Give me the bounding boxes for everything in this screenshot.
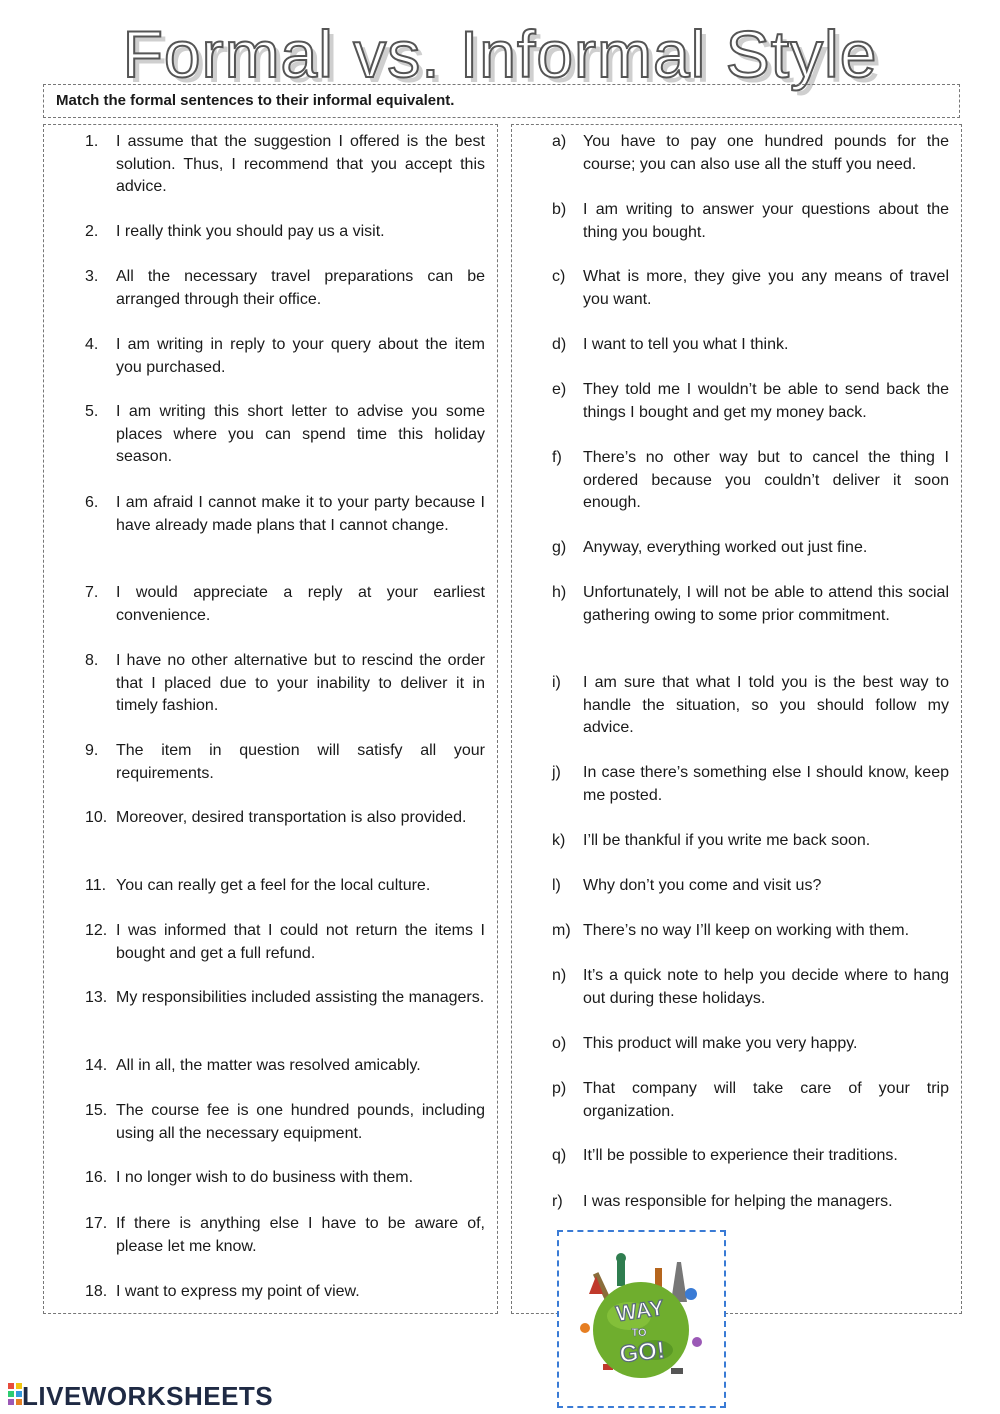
item-number: 11.: [85, 877, 107, 894]
item-letter: r): [552, 1193, 563, 1210]
item-text: If there is anything else I have to be aware of, please let me know.: [116, 1215, 485, 1255]
item-text: I really think you should pay us a visit.: [116, 223, 385, 240]
formal-item: [85, 875, 485, 898]
formal-item: [85, 131, 485, 199]
item-text: Unfortunately, I will not be able to attend this social gathering owing to some prior commitment.: [583, 584, 949, 624]
item-text: I was responsible for helping the managers.: [583, 1193, 893, 1210]
item-letter: k): [552, 832, 566, 849]
item-letter: d): [552, 336, 567, 353]
item-text: In case there’s something else I should know, keep me posted.: [583, 764, 949, 804]
informal-item: [552, 334, 949, 357]
formal-item: [85, 492, 485, 537]
instruction-box: [43, 84, 960, 118]
formal-item: [85, 334, 485, 379]
item-text: The item in question will satisfy all your requirements.: [116, 742, 485, 782]
item-text: It’s a quick note to help you decide where to hang out during these holidays.: [583, 967, 949, 1007]
formal-item: [85, 1213, 485, 1258]
informal-item: [552, 379, 949, 424]
formal-item: [85, 1281, 485, 1304]
formal-item: [85, 807, 485, 830]
item-number: 17.: [85, 1215, 108, 1232]
item-text: I would appreciate a reply at your earliest convenience.: [116, 584, 485, 624]
formal-item: [85, 266, 485, 311]
item-text: There’s no way I’ll keep on working with them.: [583, 922, 910, 939]
item-number: 10.: [85, 809, 108, 826]
item-text: I am writing in reply to your query about the item you purchased.: [116, 336, 485, 376]
item-text: You have to pay one hundred pounds for the course; you can also use all the stuff you need.: [583, 133, 949, 173]
item-letter: o): [552, 1035, 567, 1052]
item-number: 9.: [85, 742, 99, 759]
item-number: 1.: [85, 133, 99, 150]
instruction-text: Match the formal sentences to their informal equivalent.: [56, 92, 455, 109]
item-letter: e): [552, 381, 567, 398]
item-text: That company will take care of your trip organization.: [583, 1080, 949, 1120]
informal-item: [552, 762, 949, 807]
item-number: 15.: [85, 1102, 108, 1119]
informal-item: [552, 1145, 949, 1168]
item-text: This product will make you very happy.: [583, 1035, 858, 1052]
illustration-word-go: GO!: [618, 1336, 667, 1369]
item-letter: b): [552, 201, 567, 218]
way-to-go-illustration: [559, 1232, 724, 1406]
item-text: I no longer wish to do business with them.: [116, 1169, 414, 1186]
item-text: The course fee is one hundred pounds, including using all the necessary equipment.: [116, 1102, 485, 1142]
item-number: 12.: [85, 922, 108, 939]
formal-item: [85, 1100, 485, 1145]
illustration-word-to: TO: [631, 1327, 647, 1339]
item-text: Why don’t you come and visit us?: [583, 877, 822, 894]
item-text: Anyway, everything worked out just fine.: [583, 539, 868, 556]
formal-item: [85, 1167, 485, 1190]
item-letter: c): [552, 268, 566, 285]
informal-item: [552, 266, 949, 311]
item-text: It’ll be possible to experience their traditions.: [583, 1147, 898, 1164]
formal-item: [85, 920, 485, 965]
informal-item: [552, 131, 949, 176]
liveworksheets-brand-text[interactable]: LIVEWORKSHEETS: [22, 1381, 274, 1411]
item-number: 6.: [85, 494, 99, 511]
informal-item: [552, 537, 949, 560]
informal-item: [552, 920, 949, 943]
item-letter: h): [552, 584, 567, 601]
item-text: I am writing this short letter to advise you some places where you can spend time this holiday season.: [116, 403, 485, 466]
item-text: I am writing to answer your questions about the thing you bought.: [583, 201, 949, 241]
item-letter: n): [552, 967, 567, 984]
informal-item: [552, 1033, 949, 1056]
informal-item: [552, 582, 949, 627]
illustration-word-way: WAY: [614, 1294, 666, 1327]
item-number: 13.: [85, 989, 108, 1006]
item-text: They told me I wouldn’t be able to send back the things I bought and get my money back.: [583, 381, 949, 421]
item-text: What is more, they give you any means of travel you want.: [583, 268, 949, 308]
item-text: You can really get a feel for the local culture.: [116, 877, 431, 894]
item-text: There’s no other way but to cancel the thing I ordered because you couldn’t deliver it soon enough.: [583, 449, 949, 512]
formal-item: [85, 987, 485, 1010]
informal-item: [552, 875, 949, 898]
formal-item: [85, 1055, 485, 1078]
item-letter: g): [552, 539, 567, 556]
item-text: My responsibilities included assisting the managers.: [116, 989, 485, 1006]
item-letter: l): [552, 877, 561, 894]
item-letter: p): [552, 1080, 567, 1097]
item-letter: j): [552, 764, 561, 781]
way-to-go-illustration-frame: [557, 1230, 726, 1408]
informal-item: [552, 830, 949, 853]
item-text: I want to tell you what I think.: [583, 336, 789, 353]
formal-item: [85, 221, 485, 244]
informal-item: [552, 672, 949, 740]
formal-item: [85, 401, 485, 469]
formal-item: [85, 740, 485, 785]
item-number: 18.: [85, 1283, 108, 1300]
item-number: 14.: [85, 1057, 108, 1074]
formal-item: [85, 582, 485, 627]
item-text: All in all, the matter was resolved amicably.: [116, 1057, 421, 1074]
item-letter: q): [552, 1147, 567, 1164]
item-letter: a): [552, 133, 567, 150]
informal-item: [552, 1078, 949, 1123]
formal-item: [85, 650, 485, 718]
item-number: 4.: [85, 336, 99, 353]
item-number: 8.: [85, 652, 99, 669]
item-text: I want to express my point of view.: [116, 1283, 360, 1300]
item-text: I was informed that I could not return the items I bought and get a full refund.: [116, 922, 485, 962]
item-number: 2.: [85, 223, 99, 240]
item-number: 5.: [85, 403, 99, 420]
item-text: Moreover, desired transportation is also provided.: [116, 809, 467, 826]
informal-item: [552, 199, 949, 244]
item-text: I have no other alternative but to rescind the order that I placed due to your inability to deliver it in timely fashion.: [116, 652, 485, 715]
item-letter: m): [552, 922, 571, 939]
item-text: All the necessary travel preparations can be arranged through their office.: [116, 268, 485, 308]
item-text: I am afraid I cannot make it to your party because I have already made plans that I cannot change.: [116, 494, 485, 534]
item-letter: f): [552, 449, 562, 466]
item-number: 3.: [85, 268, 99, 285]
item-text: I assume that the suggestion I offered is the best solution. Thus, I recommend that you accept this advice.: [116, 133, 485, 196]
item-text: I’ll be thankful if you write me back soon.: [583, 832, 871, 849]
informal-item: [552, 1191, 949, 1214]
item-letter: i): [552, 674, 561, 691]
item-text: I am sure that what I told you is the best way to handle the situation, so you should follow my advice.: [583, 674, 949, 737]
informal-item: [552, 965, 949, 1010]
informal-item: [552, 447, 949, 515]
item-number: 16.: [85, 1169, 108, 1186]
page-title: Formal vs. Informal Style: [122, 17, 878, 91]
item-number: 7.: [85, 584, 99, 601]
